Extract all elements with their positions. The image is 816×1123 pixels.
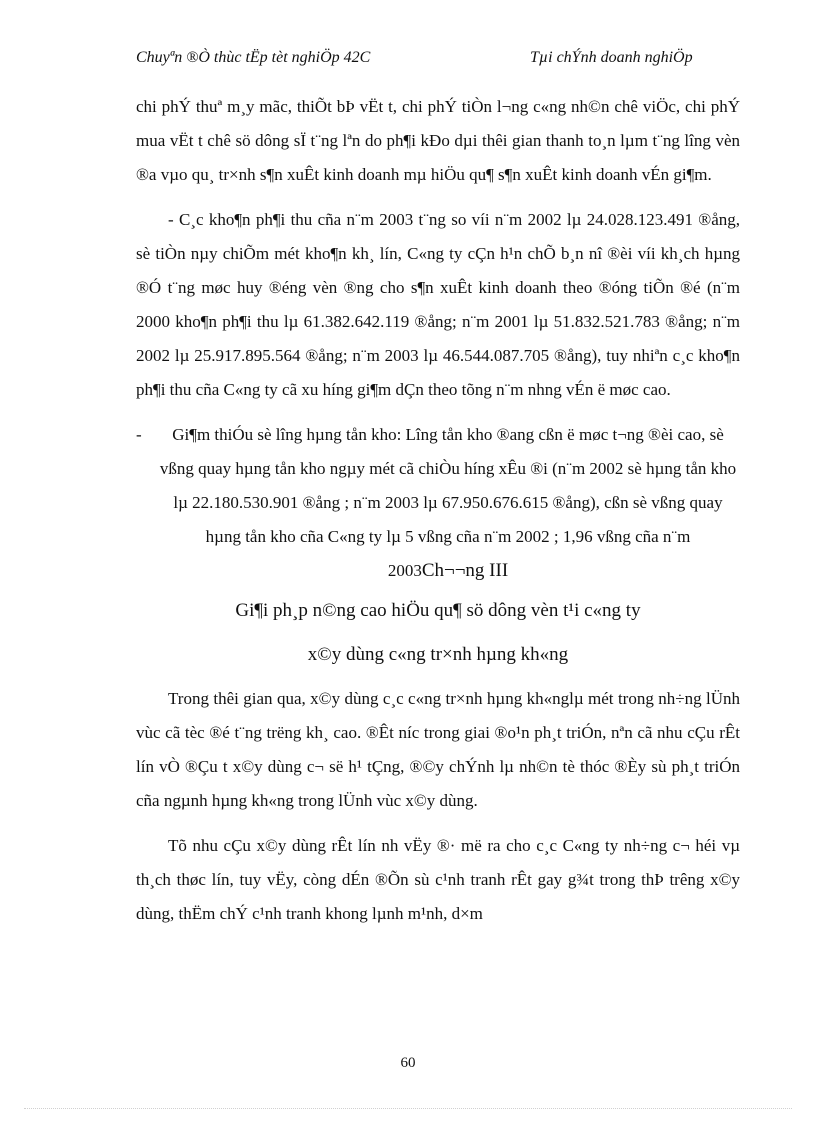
section-heading-line-1: Gi¶i ph¸p n©ng cao hiÖu qu¶ sö dông vèn t¹i c«ng ty [235,600,641,621]
chapter-label: Ch¬¬ng III [421,560,509,581]
header-right-title: Tµi chÝnh doanh nghiÖp [530,49,693,66]
paragraph-2: - C¸c kho¶n ph¶i thu cña n¨m 2003 t¨ng so víi n¨m 2002 lµ 24.028.123.491 ®ång, sè tiÒn nµy chiÕm mét kho¶n kh¸ lín, C«ng ty cÇn h¹n chÕ b¸n nî ®èi víi kh¸ch hµng ®Ó t¨ng møc huy ®éng vèn ®ng cho s¶n xuÊt kinh doanh theo ®óng tiÕn ®é (n¨m 2000 kho¶n ph¶i thu lµ 61.382.642.119 ®ång; n¨m 2001 lµ 51.832.521.783 ®ång; n¨m 2002 lµ 25.917.895.564 ®ång; n¨m 2003 lµ 46.544.087.705 ®ång), tuy nhiªn c¸c kho¶n ph¶i thu cña C«ng ty cã xu híng gi¶m dÇn theo tõng n¨m nhng vÉn ë møc cao. [136,210,740,399]
section-heading-line-2: x©y dùng c«ng tr×nh hµng kh«ng [307,644,569,665]
header-left-title: Chuyªn ®Ò thùc tËp tèt nghiÖp 42C [136,49,371,66]
bottom-divider [24,1108,792,1109]
page-number: 60 [400,1055,416,1071]
paragraph-1: chi phÝ thuª m¸y mãc, thiÕt bÞ vËt t, chi phÝ tiÒn l¬ng c«ng nh©n chê viÖc, chi phÝ mua vËt t chê sö dông sÏ t¨ng lªn do ph¶i kÐo dµi thêi gian thanh to¸n lµm t¨ng lîng vèn ®a vµo qu¸ tr×nh s¶n xuÊt kinh doanh mµ hiÖu qu¶ s¶n xuÊt kinh doanh vÉn gi¶m. [136,97,740,184]
paragraph-4: Trong thêi gian qua, x©y dùng c¸c c«ng tr×nh hµng kh«nglµ mét trong nh÷ng lÜnh vùc cã tèc ®é t¨ng trëng kh¸ cao. ®Êt níc trong giai ®o¹n ph¸t triÓn, nªn cã nhu cÇu rÊt lín vÒ ®Çu t x©y dùng c¬ së h¹ tÇng, ®©y chÝnh lµ nh©n tè thóc ®Èy sù ph¸t triÓn cña ngµnh hµng kh«ng trong lÜnh vùc x©y dùng. [136,689,740,810]
bullet-dash: - [136,425,142,444]
bullet-paragraph-3 [136,418,740,588]
page-header [136,48,736,92]
paragraph-3: Gi¶m thiÓu sè lîng hµng tån kho: Lîng tån kho ®ang cßn ë møc t¬ng ®èi cao, sè vßng quay hµng tån kho ngµy mét cã chiÒu híng xÊu ®i (n¨m 2002 sè hµng tån kho lµ 22.180.530.901 ®ång ; n¨m 2003 lµ 67.950.676.615 ®ång), cßn sè vßng quay hµng tån kho cña C«ng ty lµ 5 vßng cña n¨m 2002 ; 1,96 vßng cña n¨m 2003 [159,425,737,580]
paragraph-5: Tõ nhu cÇu x©y dùng rÊt lín nh vËy ®· më ra cho c¸c C«ng ty nh÷ng c¬ héi vµ th¸ch thøc lín, tuy vËy, còng dÉn ®Õn sù c¹nh tranh rÊt gay g¾t trong thÞ trêng x©y dùng, thËm chÝ c¹nh tranh khong lµnh m¹nh, d×m [136,836,740,923]
document-body [136,90,740,942]
